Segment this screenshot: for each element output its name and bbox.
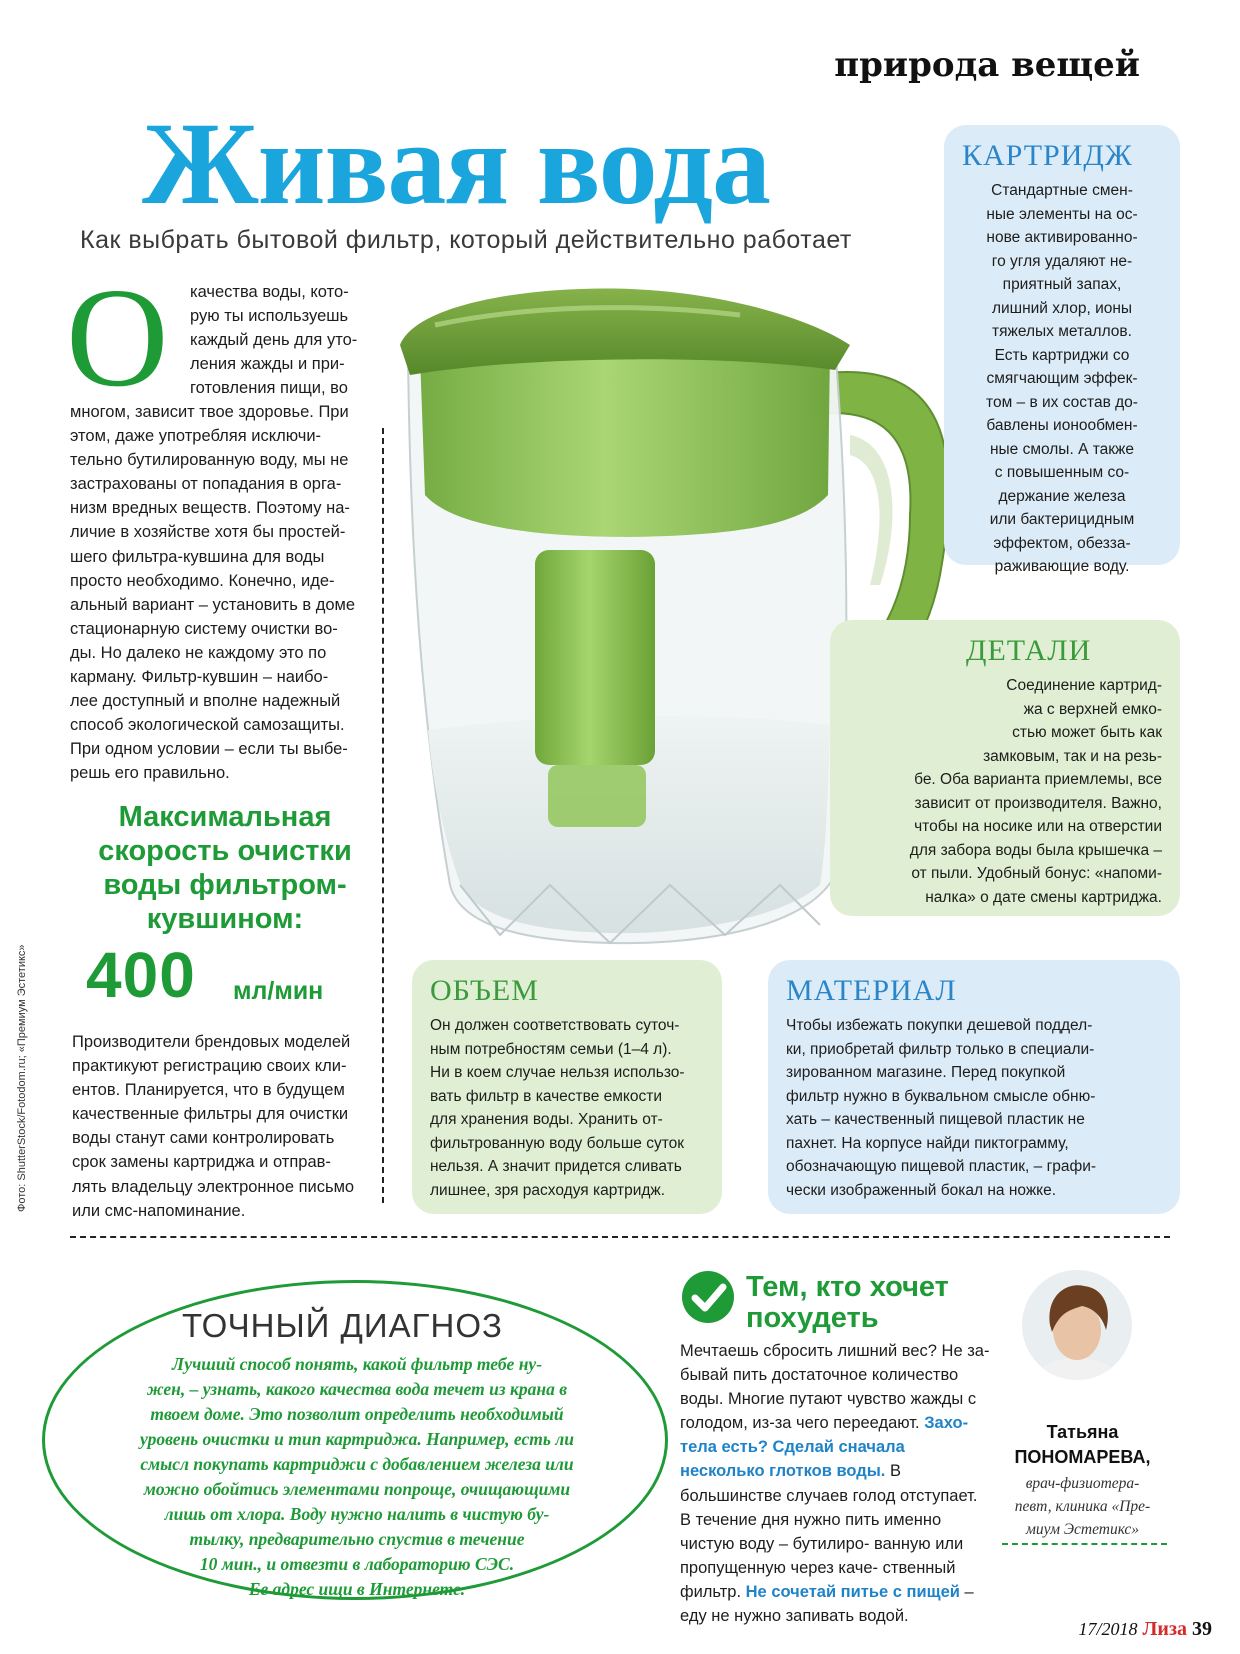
article-title: Живая вода (142, 98, 770, 229)
stat-label: Максимальная скорость очистки воды фильтром- кувшином: (98, 801, 352, 935)
cartridge-box (944, 125, 1180, 575)
section-divider (70, 1236, 1170, 1238)
details-text: Соединение картрид- жа с верхней емко- стью может быть как замковым, так и на резь- бе. Оба варианта приемлемы, все зависит от производителя. Важно, чтобы на носике или на отверстии для забора воды была крышечка – от пыли. Удобный бонус: «напоми- налка» о дате смены картриджа. (909, 677, 1162, 906)
manufacturers-text: Производители брендовых моделей практикуют регистрацию своих кли- ентов. Планируется, что в будущем качественные фильтры для очистки воды станут сами контролировать срок замены картриджа и отправ- лять владельцу электронное письмо или смс-напоминание. (72, 1033, 355, 1220)
weight-loss-title: Тем, кто хочет похудеть (746, 1271, 949, 1334)
article-subtitle: Как выбрать бытовой фильтр, который действительно работает (80, 226, 852, 254)
drop-cap: О (66, 258, 169, 416)
issue-number: 17/2018 (1078, 1619, 1138, 1639)
volume-box (412, 960, 722, 1214)
volume-title: ОБЪЕМ (430, 974, 539, 1007)
weight-loss-text: Мечтаешь сбросить лишний вес? Не за- бывай пить достаточное количество воды. Многие путают чувство жажды с голодом, из-за чего переедают. Захо- тела есть? Сделай сначала несколько глотков воды. В большинстве случаев голод отступает. В течение дня нужно пить именно чистую воду – бутилиро- ванную или пропущенную через каче- ственный фильтр. Не сочетай питье с пищей – еду не нужно запивать водой. (680, 1342, 990, 1626)
intro-text: многом, зависит твое здоровье. При этом, даже употребляя исключи- тельно бутилированную воду, мы не застрахованы от попадания в орга- низм вредных веществ. Поэтому на- личие в хозяйстве хотя бы простей- шего фильтра-кувшина для воды просто необходимо. Конечно, иде- альный вариант – установить в доме стационарную систему очистки во- ды. Но далеко не каждому это по карману. Фильтр-кувшин – наибо- лее доступный и вполне надежный способ экологической самозащиты. При одном условии – если ты выбе- решь его правильно. (70, 403, 356, 783)
expert-role: врач-физиотера- певт, клиника «Пре- миум Эстетикс» (1014, 1475, 1151, 1538)
material-title: МАТЕРИАЛ (786, 974, 957, 1007)
magazine-name: Лиза (1142, 1618, 1187, 1640)
volume-text: Он должен соответствовать суточ- ным потребностям семьи (1–4 л). Ни в коем случае нельзя использо- вать фильтр в качестве емкости для хранения воды. Хранить от- фильтрованную воду больше суток нельзя. А значит придется сливать лишнее, зря расходуя картридж. (430, 1017, 685, 1199)
intro-text-top: качества воды, кото- рую ты используешь каждый день для уто- ления жажды и при- готовления пищи, во (190, 283, 358, 398)
details-box (830, 620, 1180, 916)
material-box (768, 960, 1180, 1214)
diagnosis-title: ТОЧНЫЙ ДИАГНОЗ (182, 1307, 503, 1344)
details-title: ДЕТАЛИ (966, 634, 1092, 667)
stat-value: 400 (86, 939, 196, 1011)
page-footer (1078, 1618, 1212, 1641)
checkmark-icon (682, 1271, 734, 1323)
cartridge-text: Стандартные смен- ные элементы на ос- нове активированно- го угля удаляют не- приятный запах, лишний хлор, ионы тяжелых металлов. Есть картриджи со смягчающим эффек- том – в их состав до- бавлены ионообмен- ные смолы. А также с повышенным со- держание железа или бактерицидным эффектом, обезза- раживающие воду. (986, 182, 1138, 575)
page-number: 39 (1192, 1618, 1212, 1640)
expert-name: Татьяна ПОНОМАРЕВА, (1014, 1422, 1151, 1467)
material-text: Чтобы избежать покупки дешевой поддел- ки, приобретай фильтр только в специали- зированном магазине. Перед покупкой фильтр нужно в буквальном смысле обню- хать – качественный пищевой пластик не пахнет. На корпусе найди пиктограмму, обозначающую пищевой пластик, – графи- чески изображенный бокал на ножке. (786, 1017, 1097, 1199)
photo-credit: Фото: ShutterStock/Fotodom.ru; «Премиум Эстетикс» (16, 944, 28, 1212)
diagnosis-text: Лучший способ понять, какой фильтр тебе ну- жен, – узнать, какого качества вода течет из крана в твоем доме. Это позволит определить необходимый уровень очистки и тип картриджа. Например, есть ли смысл покупать картриджи с добавлением железа или можно обойтись элементами попроще, очищающими лишь от хлора. Воду нужно налить в чистую бу- тылку, предварительно спустив в течение 10 мин., и отвезти в лабораторию СЭС. Ее адрес ищи в Интернете. (140, 1354, 574, 1599)
cartridge-title: КАРТРИДЖ (962, 139, 1133, 172)
section-rubric: природа вещей (834, 45, 1140, 85)
expert-underline (1002, 1543, 1167, 1545)
avatar (1022, 1270, 1132, 1380)
stat-unit: мл/мин (233, 977, 324, 1005)
